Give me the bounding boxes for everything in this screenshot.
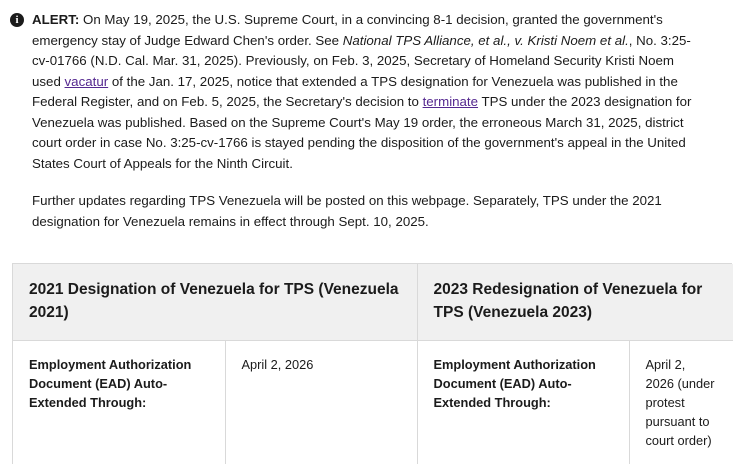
tps-designations-table-wrapper (12, 263, 732, 464)
alert-paragraph-2: Further updates regarding TPS Venezuela will be posted on this webpage. Separately, TPS under the 2021 designation for Venezuela remains in effect through Sept. 10, 2025. (32, 193, 662, 229)
table-row (13, 341, 733, 465)
case-citation: National TPS Alliance, et al., v. Kristi Noem et al. (342, 32, 629, 48)
alert-paragraph-1 (32, 10, 697, 174)
alert-p1-part3: of the Jan. 17, 2025, notice that extended a TPS designation for Venezuela was published in the Federal Register, and on Feb. 5, 2025, the Secretary's decision to (32, 73, 678, 109)
alert-p1-part4: TPS under the 2023 designation for Venezuela was published. Based on the Supreme Court's May 19 order, the erroneous March 31, 2025, district court order in case No. 3:25-cv-1766 is stayed pending the disposition of the government's appeal in the United States Court of Appeals for the Ninth Circuit. (32, 94, 692, 171)
tps-designations-table (13, 264, 733, 464)
alert-p1-part2: , No. 3:25-cv-01766 (N.D. Cal. Mar. 31, 2025). Previously, on Feb. 3, 2025, Secretary of Homeland Security Kristi Noem used (32, 32, 691, 89)
vacatur-link[interactable]: vacatur (64, 73, 109, 89)
header-2021-designation: 2021 Designation of Venezuela for TPS (Venezuela 2021) (13, 264, 417, 341)
alert-p1-part1: On May 19, 2025, the U.S. Supreme Court, in a convincing 8-1 decision, granted the government's emergency stay of Judge Edward Chen's order. See (32, 12, 663, 48)
alert-text (32, 10, 697, 245)
header-2023-redesignation: 2023 Redesignation of Venezuela for TPS (Venezuela 2023) (417, 264, 733, 341)
terminate-link[interactable]: terminate (422, 94, 479, 109)
alert-label: ALERT: (32, 12, 80, 27)
cell-ead-value-2023: April 2, 2026 (under protest pursuant to court order) (629, 341, 733, 465)
cell-ead-value-2021: April 2, 2026 (225, 341, 417, 465)
cell-ead-label-2023: Employment Authorization Document (EAD) Auto-Extended Through: (417, 341, 629, 465)
info-icon: i (10, 13, 24, 27)
cell-ead-label-2021: Employment Authorization Document (EAD) Auto-Extended Through: (13, 341, 225, 465)
table-header-row (13, 264, 733, 341)
